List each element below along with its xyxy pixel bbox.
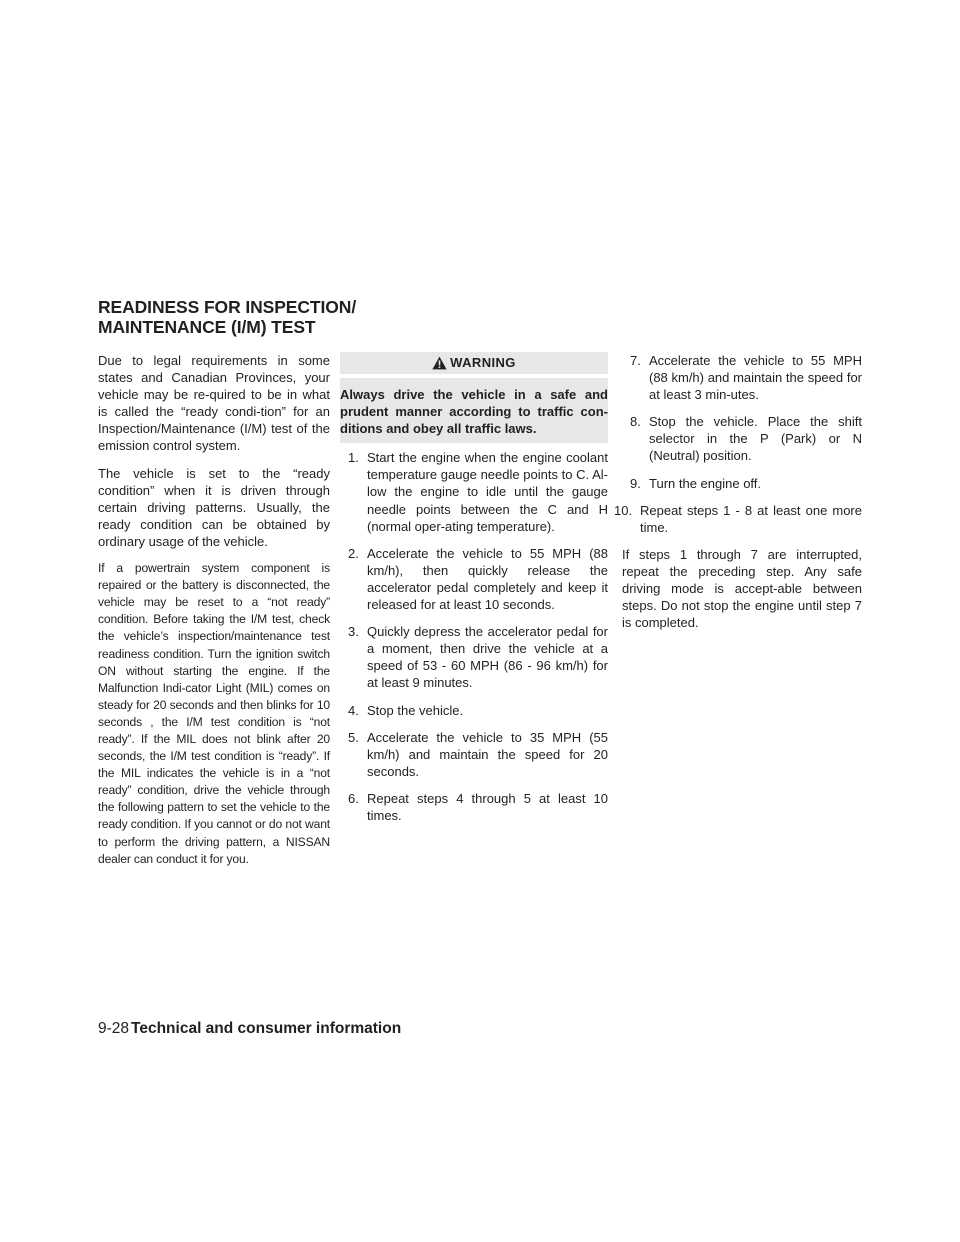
steps-list-part2 bbox=[614, 352, 862, 536]
section-heading-line2: MAINTENANCE (I/M) TEST bbox=[98, 317, 316, 337]
step-item bbox=[630, 475, 862, 492]
step-number: 2. bbox=[348, 545, 359, 561]
step-text: Repeat steps 1 - 8 at least one more time. bbox=[640, 502, 862, 535]
step-text: Accelerate the vehicle to 35 MPH (55 km/h) and maintain the speed for 20 seconds. bbox=[367, 729, 608, 779]
step-text: Accelerate the vehicle to 55 MPH (88 km/h) and maintain the speed for at least 3 min-utes. bbox=[649, 353, 862, 403]
footer-section-name: Technical and consumer information bbox=[131, 1020, 402, 1037]
step-item bbox=[348, 729, 608, 780]
step-number: 4. bbox=[348, 702, 359, 718]
closing-paragraph: If steps 1 through 7 are interrupted, repeat the preceding step. Any safe driving mode is accept-able between steps. Do not stop the engine until step 7 is completed. bbox=[622, 546, 862, 631]
step-text: Accelerate the vehicle to 55 MPH (88 km/h), then quickly release the accelerator pedal completely and keep it released for at least 10 seconds. bbox=[367, 545, 608, 613]
step-item bbox=[348, 545, 608, 613]
step-item bbox=[348, 790, 608, 824]
step-number: 10. bbox=[614, 502, 633, 518]
step-item bbox=[630, 352, 862, 403]
column-left bbox=[98, 352, 330, 878]
step-item bbox=[348, 623, 608, 691]
step-item bbox=[614, 502, 862, 536]
section-heading bbox=[98, 297, 498, 337]
step-text: Stop the vehicle. bbox=[367, 702, 464, 718]
warning-box bbox=[340, 352, 608, 443]
step-item bbox=[630, 413, 862, 464]
intro-paragraph: Due to legal requirements in some states and Canadian Provinces, your vehicle may be re-quired to be in what is called the “ready condi-tion” for an Inspection/Maintenance (I/M) test of the emission control system. bbox=[98, 353, 330, 454]
step-number: 9. bbox=[630, 475, 641, 491]
not-ready-paragraph: If a powertrain system component is repaired or the battery is disconnected, the vehicle may be reset to a “not ready” condition. Before taking the I/M test, check the vehicle’s inspection/maintenance test readiness condition. Turn the ignition switch ON without starting the engine. If the Malfunction Indi-cator Light (MIL) comes on steady for 20 seconds and then blinks for 10 seconds , the I/M test condition is “not ready”. If the MIL does not blink after 20 seconds, the I/M test condition is “ready”. If the MIL indicates the vehicle is in a “not ready” condition, drive the vehicle through the following pattern to set the vehicle to the ready condition. If you cannot or do not want to perform the driving pattern, a NISSAN dealer can conduct it for you. bbox=[98, 561, 330, 866]
step-text: Stop the vehicle. Place the shift selector in the P (Park) or N (Neutral) position. bbox=[649, 414, 862, 464]
step-item bbox=[348, 449, 608, 534]
ready-condition-paragraph: The vehicle is set to the “ready condition” when it is driven through certain driving patterns. Usually, the ready condition can be obtained by ordinary usage of the vehicle. bbox=[98, 465, 330, 549]
step-number: 8. bbox=[630, 414, 641, 430]
step-text: Repeat steps 4 through 5 at least 10 times. bbox=[367, 790, 608, 823]
warning-text: Always drive the vehicle in a safe and prudent manner according to traffic con-ditions and obey all traffic laws. bbox=[340, 387, 608, 437]
column-middle bbox=[340, 352, 608, 834]
step-text: Start the engine when the engine coolant temperature gauge needle points to C. Al-low the engine to idle until the gauge needle points between the C and H (normal oper-ating temperature). bbox=[367, 450, 608, 534]
step-item bbox=[348, 702, 608, 719]
step-number: 1. bbox=[348, 450, 359, 466]
page-number: 9-28 bbox=[98, 1020, 130, 1037]
step-text: Turn the engine off. bbox=[649, 475, 762, 491]
warning-label: WARNING bbox=[450, 355, 516, 371]
warning-triangle-icon bbox=[432, 356, 447, 370]
step-number: 6. bbox=[348, 790, 359, 806]
steps-list-part1 bbox=[340, 449, 608, 824]
warning-header bbox=[340, 352, 608, 378]
step-number: 3. bbox=[348, 624, 359, 640]
step-text: Quickly depress the accelerator pedal for a moment, then drive the vehicle at a speed of 53 - 60 MPH (86 - 96 km/h) for at least 9 minutes. bbox=[367, 624, 608, 691]
page-footer bbox=[98, 1020, 401, 1038]
step-number: 7. bbox=[630, 353, 641, 368]
column-right bbox=[614, 352, 862, 641]
step-number: 5. bbox=[348, 729, 359, 745]
section-heading-line1: READINESS FOR INSPECTION/ bbox=[98, 297, 357, 317]
